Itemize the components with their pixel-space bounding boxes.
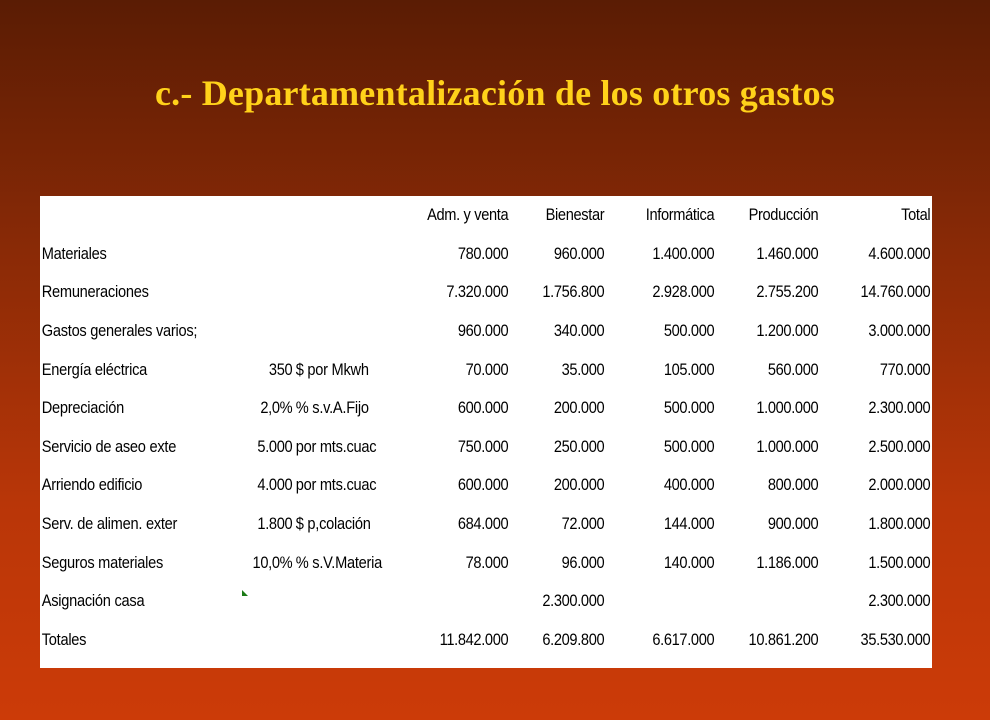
cell-basis: % s.V.Materia <box>295 552 383 572</box>
cell-rate <box>215 235 294 274</box>
cell-informatica: 1.400.000 <box>652 243 715 263</box>
cell-basis: $ p,colación <box>295 514 371 534</box>
cell-total: 14.760.000 <box>860 282 931 302</box>
cell-bienestar: 340.000 <box>553 321 605 341</box>
cell-bienestar: 2.300.000 <box>542 591 605 611</box>
cell-informatica: 500.000 <box>663 436 715 456</box>
cell-adm-venta: 600.000 <box>457 475 509 495</box>
header-basis <box>294 196 377 235</box>
cell-rate <box>215 621 294 660</box>
cell-produccion: 1.000.000 <box>756 398 819 418</box>
cell-bienestar: 35.000 <box>561 359 605 379</box>
cell-bienestar: 72.000 <box>561 514 605 534</box>
cell-total: 1.500.000 <box>868 552 931 572</box>
cell-adm-venta: 7.320.000 <box>446 282 509 302</box>
cell-adm-venta: 684.000 <box>457 514 509 534</box>
cell-total: 1.800.000 <box>868 514 931 534</box>
cell-rate: 1.800 <box>257 514 293 534</box>
expense-table <box>40 196 932 659</box>
cell-informatica: 140.000 <box>663 552 715 572</box>
cell-informatica: 500.000 <box>663 321 715 341</box>
header-concept <box>40 196 179 235</box>
cell-bienestar: 200.000 <box>553 475 605 495</box>
cell-bienestar: 6.209.800 <box>542 629 605 649</box>
cell-produccion: 10.861.200 <box>748 629 819 649</box>
cell-rate: 4.000 <box>257 475 293 495</box>
expense-table-sheet <box>40 196 932 668</box>
cell-total: 770.000 <box>879 359 931 379</box>
cell-total: 2.300.000 <box>868 591 931 611</box>
cell-produccion: 900.000 <box>767 514 819 534</box>
table-row <box>40 505 932 544</box>
cell-adm-venta: 11.842.000 <box>439 629 509 649</box>
cell-total: 2.000.000 <box>868 475 931 495</box>
table-row <box>40 273 932 312</box>
cell-informatica: 400.000 <box>663 475 715 495</box>
cell-concept: Depreciación <box>41 398 124 418</box>
cell-concept: Energía eléctrica <box>41 359 148 379</box>
cell-informatica: 6.617.000 <box>652 629 715 649</box>
cell-rate <box>215 273 294 312</box>
cell-total: 2.300.000 <box>868 398 931 418</box>
cell-produccion: 1.460.000 <box>756 243 819 263</box>
cell-produccion: 1.186.000 <box>756 552 819 572</box>
cell-informatica <box>621 582 716 621</box>
cell-adm-venta: 600.000 <box>457 398 509 418</box>
table-row <box>40 428 932 467</box>
cell-rate <box>215 312 294 351</box>
cell-bienestar: 200.000 <box>553 398 605 418</box>
cell-adm-venta: 780.000 <box>457 243 509 263</box>
cell-adm-venta <box>407 582 510 621</box>
cell-produccion: 800.000 <box>767 475 819 495</box>
header-adm-venta: Adm. y venta <box>427 205 509 225</box>
header-total: Total <box>901 205 931 225</box>
cell-bienestar: 96.000 <box>561 552 605 572</box>
cell-basis <box>294 312 377 351</box>
cell-basis: por mts.cuac <box>295 475 377 495</box>
cell-informatica: 500.000 <box>663 398 715 418</box>
table-row <box>40 621 932 660</box>
cell-adm-venta: 750.000 <box>457 436 509 456</box>
cell-total: 35.530.000 <box>860 629 931 649</box>
cell-rate: 2,0% <box>260 398 293 418</box>
cell-concept: Arriendo edificio <box>41 475 143 495</box>
cell-produccion: 1.200.000 <box>756 321 819 341</box>
cell-total: 4.600.000 <box>868 243 931 263</box>
cell-rate: 350 <box>268 359 293 379</box>
cell-rate: 10,0% <box>252 552 293 572</box>
cell-informatica: 144.000 <box>663 514 715 534</box>
cell-produccion: 560.000 <box>767 359 819 379</box>
cell-concept: Asignación casa <box>41 591 145 611</box>
header-informatica: Informática <box>645 205 715 225</box>
cell-basis: $ por Mkwh <box>295 359 369 379</box>
table-row <box>40 543 932 582</box>
header-bienestar: Bienestar <box>545 205 605 225</box>
cell-total: 3.000.000 <box>868 321 931 341</box>
cell-concept: Totales <box>41 629 87 649</box>
header-rate <box>215 196 294 235</box>
slide-title: c.- Departamentalización de los otros gastos <box>154 73 836 113</box>
cell-concept: Remuneraciones <box>41 282 149 302</box>
table-row <box>40 235 932 274</box>
cell-basis <box>294 235 377 274</box>
cell-basis <box>294 273 377 312</box>
cell-concept: Seguros materiales <box>41 552 164 572</box>
cell-concept: Servicio de aseo exte <box>41 436 177 456</box>
table-row <box>40 312 932 351</box>
table-body <box>40 196 932 659</box>
cell-adm-venta: 70.000 <box>465 359 509 379</box>
cell-rate <box>215 582 294 621</box>
cell-bienestar: 250.000 <box>553 436 605 456</box>
header-produccion: Producción <box>748 205 819 225</box>
cell-bienestar: 1.756.800 <box>542 282 605 302</box>
cell-adm-venta: 960.000 <box>457 321 509 341</box>
cell-basis: por mts.cuac <box>295 436 377 456</box>
cell-concept: Materiales <box>41 243 107 263</box>
cell-concept: Serv. de alimen. exter <box>41 514 178 534</box>
cell-produccion: 1.000.000 <box>756 436 819 456</box>
table-header-row <box>40 196 932 235</box>
cell-bienestar: 960.000 <box>553 243 605 263</box>
table-row <box>40 350 932 389</box>
cell-produccion <box>731 582 820 621</box>
cell-rate: 5.000 <box>257 436 293 456</box>
cell-informatica: 105.000 <box>663 359 715 379</box>
cell-basis: % s.v.A.Fijo <box>295 398 369 418</box>
cell-total: 2.500.000 <box>868 436 931 456</box>
table-row <box>40 582 932 621</box>
cell-informatica: 2.928.000 <box>652 282 715 302</box>
cell-basis <box>294 582 377 621</box>
cell-concept: Gastos generales varios; <box>41 321 198 341</box>
table-row <box>40 466 932 505</box>
cell-produccion: 2.755.200 <box>756 282 819 302</box>
cell-adm-venta: 78.000 <box>465 552 509 572</box>
cell-comment-marker <box>242 590 248 596</box>
table-row <box>40 389 932 428</box>
cell-basis <box>294 621 377 660</box>
